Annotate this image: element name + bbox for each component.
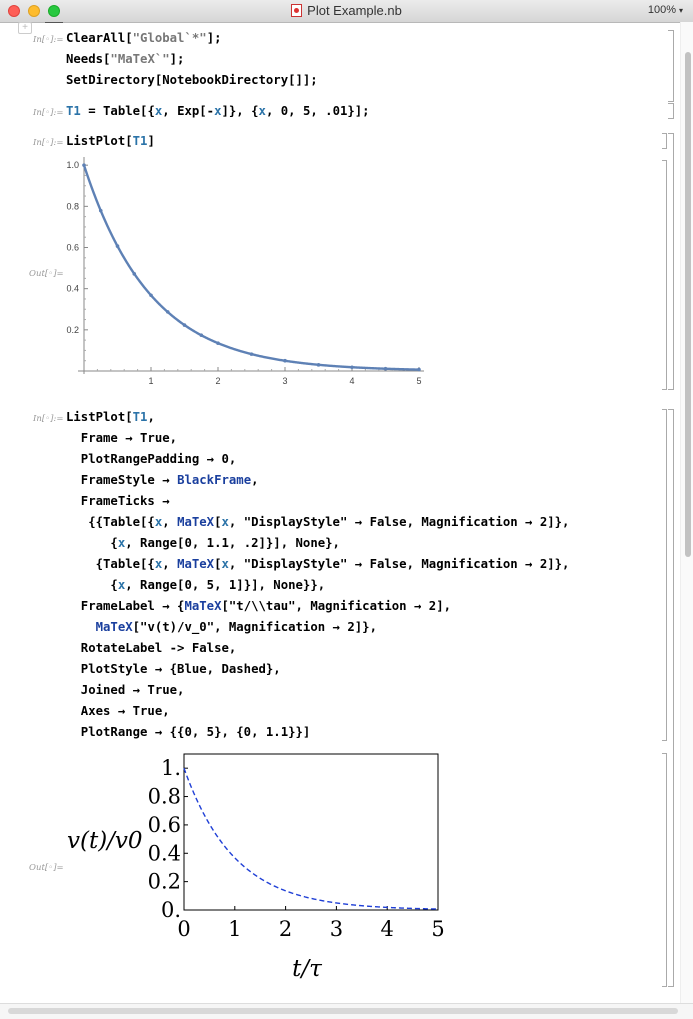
x-tick-label: 3 bbox=[329, 917, 344, 941]
code-token: MaTeX bbox=[177, 557, 215, 571]
y-tick-label: 0.6 bbox=[147, 812, 181, 837]
y-tick-label: 0.6 bbox=[66, 242, 79, 253]
code-token: x bbox=[221, 515, 229, 529]
code-token: ]; bbox=[206, 31, 222, 45]
window-title-text: Plot Example.nb bbox=[307, 3, 402, 18]
code-token: FrameLabel → { bbox=[66, 599, 185, 613]
y-tick-label: 0.4 bbox=[147, 841, 181, 866]
code-line bbox=[66, 101, 370, 122]
code-line bbox=[66, 428, 569, 449]
code-token: ["t/\\tau", Magnification → 2], bbox=[221, 599, 452, 613]
code-line bbox=[66, 554, 569, 575]
code-token: , bbox=[251, 473, 259, 487]
code-token: x bbox=[154, 104, 163, 118]
y-tick-label: 0. bbox=[160, 898, 181, 922]
code-line bbox=[66, 449, 569, 470]
code-token: ClearAll[ bbox=[66, 31, 133, 45]
horizontal-scrollbar[interactable] bbox=[0, 1003, 693, 1019]
code-line bbox=[66, 596, 569, 617]
input-label: In[◦]:= bbox=[33, 35, 64, 45]
group-bracket[interactable] bbox=[668, 133, 674, 390]
y-tick-label: 0.8 bbox=[66, 201, 79, 212]
input-label: In[◦]:= bbox=[33, 138, 64, 148]
code-token: x bbox=[258, 104, 266, 118]
code-token: [ bbox=[214, 557, 222, 571]
code-token: ] bbox=[147, 134, 155, 148]
window-titlebar bbox=[0, 0, 693, 23]
code-token: Frame → True, bbox=[66, 431, 178, 445]
code-token: T1 bbox=[132, 410, 148, 424]
input-label: In[◦]:= bbox=[33, 414, 64, 424]
code-token: , 0, 5, .01}]; bbox=[265, 104, 370, 118]
code-line bbox=[66, 680, 569, 701]
code-token: ListPlot[ bbox=[66, 134, 133, 148]
code-token: SetDirectory[NotebookDirectory[]]; bbox=[66, 73, 318, 87]
code-token: "Global`*" bbox=[132, 31, 207, 45]
code-token: x bbox=[221, 557, 229, 571]
cell-bracket[interactable] bbox=[662, 409, 667, 741]
input-cell-code[interactable] bbox=[66, 101, 370, 122]
add-cell-icon[interactable]: + bbox=[18, 22, 32, 34]
code-token: , "DisplayStyle" → False, Magnification → 2]}, bbox=[228, 515, 570, 529]
code-token: T1 bbox=[66, 104, 81, 118]
code-token: PlotRange → {{0, 5}, {0, 1.1}}] bbox=[66, 725, 311, 739]
code-token: ]}, { bbox=[221, 104, 259, 118]
x-tick-label: 2 bbox=[215, 376, 221, 386]
code-token: ["v(t)/v_0", Magnification → 2]}, bbox=[132, 620, 377, 634]
output-label: Out[◦]= bbox=[29, 269, 64, 279]
code-line bbox=[66, 131, 155, 152]
cell-bracket[interactable] bbox=[668, 103, 674, 119]
notebook-file-icon bbox=[291, 4, 302, 17]
x-tick-label: 5 bbox=[431, 917, 445, 941]
code-token: PlotStyle → {Blue, Dashed}, bbox=[66, 662, 281, 676]
code-token: , Exp[- bbox=[162, 104, 215, 118]
x-axis-label: t/τ bbox=[292, 956, 322, 982]
cell-bracket[interactable] bbox=[668, 30, 674, 102]
code-token: , bbox=[147, 410, 155, 424]
code-token: Axes → True, bbox=[66, 704, 170, 718]
code-line bbox=[66, 470, 569, 491]
zoom-selector[interactable] bbox=[648, 4, 683, 16]
y-tick-label: 1. bbox=[160, 756, 181, 781]
input-label: In[◦]:= bbox=[33, 108, 64, 118]
x-tick-label: 1 bbox=[228, 917, 242, 941]
code-line bbox=[66, 512, 569, 533]
data-points-series bbox=[84, 165, 419, 369]
zoom-value: 100% bbox=[647, 4, 676, 16]
code-token: ListPlot[ bbox=[66, 410, 133, 424]
code-token: BlackFrame bbox=[177, 473, 252, 487]
code-token: { bbox=[66, 578, 118, 592]
code-token: , Range[0, 5, 1]}], None}}, bbox=[125, 578, 326, 592]
code-line bbox=[66, 491, 569, 512]
code-token: { bbox=[66, 536, 118, 550]
code-line bbox=[66, 617, 569, 638]
code-line bbox=[66, 722, 569, 743]
y-tick-label: 0.8 bbox=[147, 784, 181, 809]
data-series-line bbox=[184, 768, 438, 909]
y-tick-label: 0.4 bbox=[66, 283, 79, 294]
vertical-scroll-thumb[interactable] bbox=[685, 52, 691, 557]
code-token: {Table[{ bbox=[66, 557, 155, 571]
code-token: "MaTeX`" bbox=[110, 52, 170, 66]
code-token: FrameStyle → bbox=[66, 473, 178, 487]
output-label: Out[◦]= bbox=[29, 863, 64, 873]
chevron-down-icon: ▾ bbox=[678, 6, 683, 15]
window-title bbox=[0, 3, 693, 18]
cell-bracket[interactable] bbox=[662, 160, 667, 390]
code-token: MaTeX bbox=[95, 620, 133, 634]
code-line bbox=[66, 70, 318, 91]
code-token: FrameTicks → bbox=[66, 494, 170, 508]
code-token: Needs[ bbox=[66, 52, 111, 66]
code-token: x bbox=[117, 536, 126, 550]
code-token: T1 bbox=[132, 134, 148, 148]
code-token: ]; bbox=[169, 52, 185, 66]
code-line bbox=[66, 575, 569, 596]
x-tick-label: 5 bbox=[416, 376, 422, 386]
code-line bbox=[66, 659, 569, 680]
cell-bracket[interactable] bbox=[662, 753, 667, 987]
code-token: x bbox=[154, 515, 163, 529]
code-line bbox=[66, 701, 569, 722]
horizontal-scroll-thumb[interactable] bbox=[8, 1008, 678, 1014]
x-tick-label: 0 bbox=[177, 917, 191, 941]
code-token: = Table[{ bbox=[80, 104, 155, 118]
group-bracket[interactable] bbox=[668, 409, 674, 987]
code-line bbox=[66, 533, 569, 554]
cell-bracket[interactable] bbox=[662, 133, 667, 149]
code-line bbox=[66, 49, 318, 70]
input-cell-code[interactable] bbox=[66, 407, 569, 743]
code-line bbox=[66, 638, 569, 659]
x-tick-label: 2 bbox=[278, 917, 293, 941]
code-token: , bbox=[162, 557, 178, 571]
code-token: PlotRangePadding → 0, bbox=[66, 452, 237, 466]
code-token: x bbox=[214, 104, 222, 118]
framed-listplot-output bbox=[62, 745, 462, 990]
code-token bbox=[66, 620, 96, 634]
code-line bbox=[66, 407, 569, 428]
vertical-scrollbar[interactable] bbox=[680, 22, 693, 1004]
input-cell-code[interactable] bbox=[66, 131, 155, 152]
x-tick-label: 4 bbox=[380, 917, 394, 941]
x-tick-label: 3 bbox=[282, 376, 288, 386]
code-token: x bbox=[154, 557, 163, 571]
code-token: , bbox=[162, 515, 178, 529]
code-token: , "DisplayStyle" → False, Magnification → 2]}, bbox=[228, 557, 570, 571]
code-token: Joined → True, bbox=[66, 683, 185, 697]
y-axis-label: v(t)/v0 bbox=[67, 828, 143, 854]
code-token: [ bbox=[214, 515, 222, 529]
code-token: x bbox=[117, 578, 126, 592]
input-cell-code[interactable] bbox=[66, 28, 318, 91]
code-token: , Range[0, 1.1, .2]}], None}, bbox=[125, 536, 340, 550]
y-tick-label: 1.0 bbox=[66, 160, 79, 171]
code-line bbox=[66, 28, 318, 49]
code-token: MaTeX bbox=[184, 599, 222, 613]
insertion-line bbox=[45, 22, 63, 23]
y-tick-label: 0.2 bbox=[147, 869, 181, 894]
listplot-output bbox=[62, 155, 432, 390]
code-token: {{Table[{ bbox=[66, 515, 155, 529]
y-tick-label: 0.2 bbox=[66, 324, 79, 335]
x-tick-label: 4 bbox=[349, 376, 355, 386]
x-tick-label: 1 bbox=[148, 376, 154, 386]
code-token: MaTeX bbox=[177, 515, 215, 529]
plot-frame bbox=[184, 754, 438, 910]
code-token: RotateLabel -> False, bbox=[66, 641, 237, 655]
